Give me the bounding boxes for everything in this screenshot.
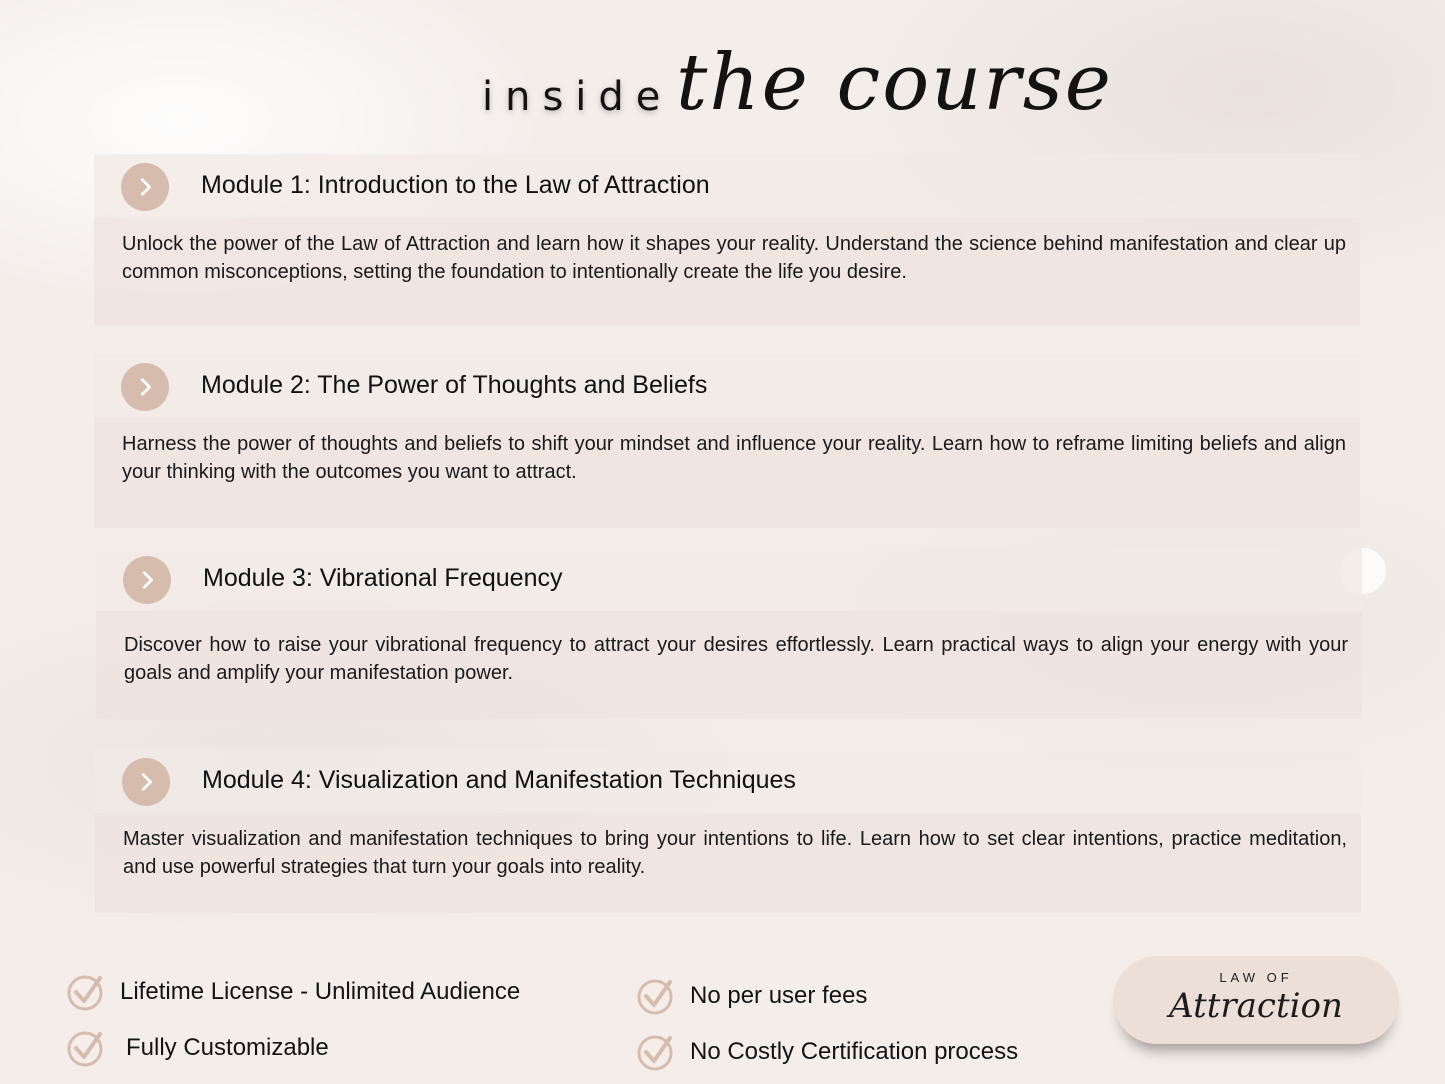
module-card-2 bbox=[94, 354, 1360, 528]
page-title bbox=[0, 20, 1445, 140]
feature-label: No Costly Certification process bbox=[690, 1038, 1019, 1065]
brand-badge bbox=[1113, 956, 1399, 1044]
feature-item bbox=[66, 972, 520, 1012]
feature-label: Lifetime License - Unlimited Audience bbox=[120, 978, 521, 1005]
module-title: Module 3: Vibrational Frequency bbox=[203, 564, 563, 592]
module-card-1 bbox=[94, 154, 1360, 326]
checkmark-icon bbox=[636, 976, 676, 1016]
module-title: Module 2: The Power of Thoughts and Beliefs bbox=[201, 371, 708, 399]
feature-label: No per user fees bbox=[690, 982, 868, 1009]
module-description: Unlock the power of the Law of Attraction and learn how it shapes your reality. Understand the science behind manifestation and clear up common misconceptions, setting the foundation to intentionally create the life you desire. bbox=[122, 233, 1346, 283]
badge-top-text: LAW OF bbox=[1219, 970, 1293, 985]
feature-item bbox=[636, 1032, 1018, 1072]
badge-script-text: Attraction bbox=[1169, 986, 1343, 1026]
module-title: Module 1: Introduction to the Law of Attraction bbox=[201, 171, 710, 199]
feature-label: Fully Customizable bbox=[126, 1034, 329, 1061]
module-card-4 bbox=[95, 749, 1361, 913]
chevron-right-icon bbox=[122, 758, 170, 806]
checkmark-icon bbox=[636, 1032, 676, 1072]
module-description: Harness the power of thoughts and beliefs to shift your mindset and influence your reality. Learn how to reframe limiting beliefs and align your thinking with the outcomes you want to attract. bbox=[122, 433, 1346, 483]
feature-item bbox=[66, 1028, 329, 1068]
chevron-right-icon bbox=[123, 556, 171, 604]
module-card-3 bbox=[96, 547, 1362, 719]
chevron-right-icon bbox=[121, 363, 169, 411]
module-description: Master visualization and manifestation techniques to bring your intentions to life. Learn how to set clear intentions, practice meditation, and use powerful strategies that turn your goals into reality. bbox=[123, 828, 1347, 878]
module-description: Discover how to raise your vibrational frequency to attract your desires effortlessly. Learn practical ways to align your energy with your goals and amplify your manifestation power. bbox=[124, 634, 1348, 684]
feature-item bbox=[636, 976, 867, 1016]
checkmark-icon bbox=[66, 972, 106, 1012]
module-title: Module 4: Visualization and Manifestation Techniques bbox=[202, 766, 796, 794]
title-word: inside bbox=[482, 74, 673, 120]
checkmark-icon bbox=[66, 1028, 106, 1068]
title-script: the course bbox=[676, 38, 1113, 128]
chevron-right-icon bbox=[121, 163, 169, 211]
